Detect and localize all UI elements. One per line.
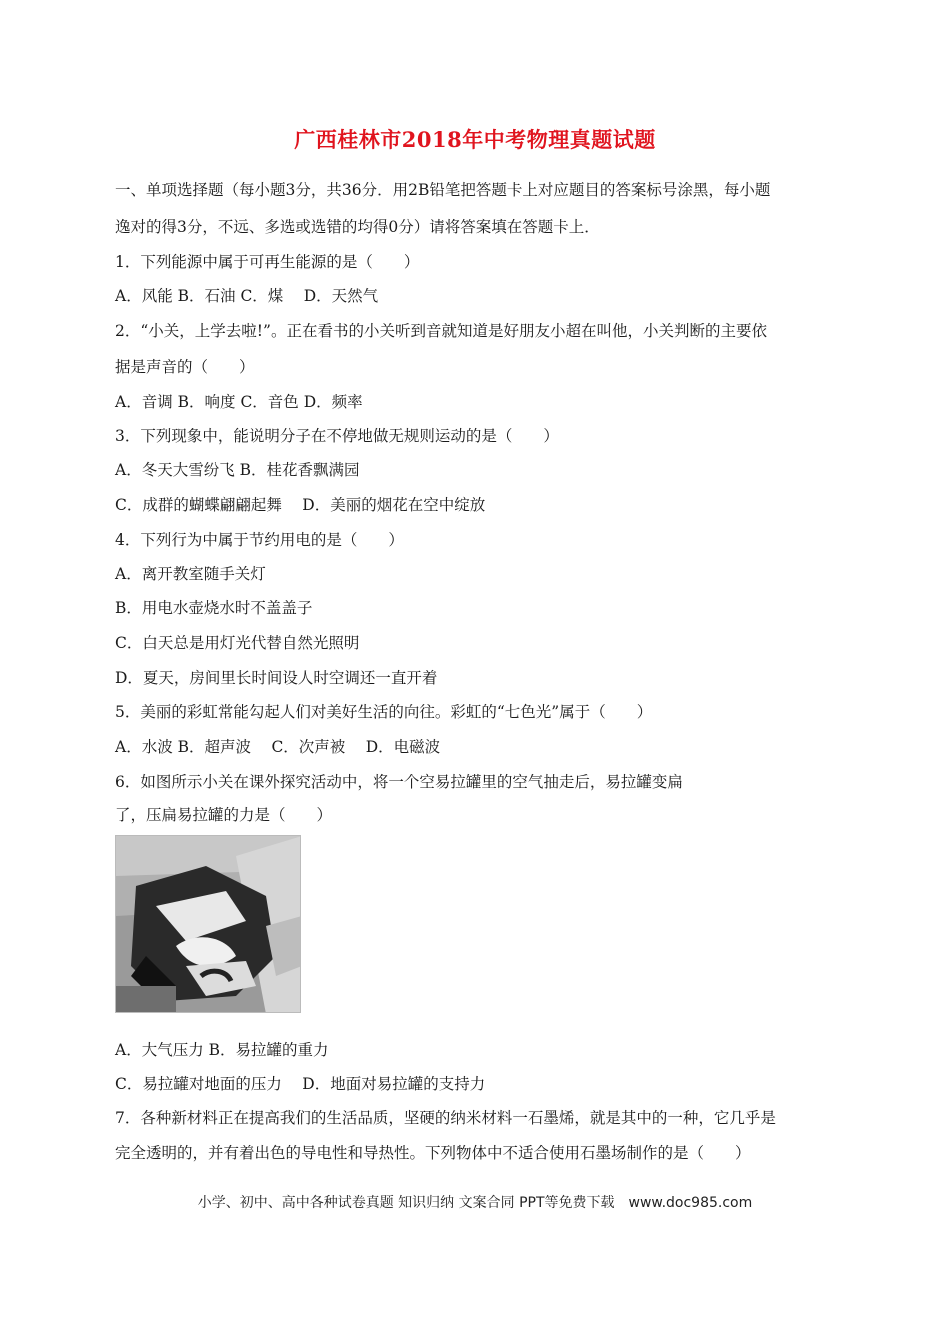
question-4-option-a: A．离开教室随手关灯 <box>115 565 266 583</box>
question-6-line-2: 了，压扁易拉罐的力是（ ） <box>115 806 333 824</box>
question-6-options-ab: A．大气压力 B．易拉罐的重力 <box>115 1041 329 1059</box>
page-title: 广西桂林市2018年中考物理真题试题 <box>294 127 656 152</box>
question-4-option-c: C．白天总是用灯光代替自然光照明 <box>115 634 360 652</box>
question-4: 4．下列行为中属于节约用电的是（ ） <box>115 531 404 549</box>
question-7-line-2: 完全透明的，并有着出色的导电性和导热性。下列物体中不适合使用石墨场制作的是（ ） <box>115 1144 751 1162</box>
section-instruction-line-2: 逸对的得3分，不远、多选或选错的均得0分）请将答案填在答题卡上． <box>115 218 600 236</box>
footer-text: 小学、初中、高中各种试卷真题 知识归纳 文案合同 PPT等免费下载 www.doc985.com <box>197 1195 753 1211</box>
question-7-line-1: 7．各种新材料正在提高我们的生活品质，坚硬的纳米材料一石墨烯，就是其中的一种，它几乎是 <box>115 1109 776 1127</box>
question-3-options-cd: C．成群的蝴蝶翩翩起舞 D．美丽的烟花在空中绽放 <box>115 496 486 514</box>
question-5: 5．美丽的彩虹常能勾起人们对美好生活的向往。彩虹的“七色光”属于（ ） <box>115 703 653 721</box>
question-2-line-1: 2．“小关，上学去啦!”。正在看书的小关听到音就知道是好朋友小超在叫他，小关判断的主要依 <box>115 322 767 340</box>
question-3: 3．下列现象中，能说明分子在不停地做无规则运动的是（ ） <box>115 427 559 445</box>
question-4-option-d: D．夏天，房间里长时间设人时空调还一直开着 <box>115 669 438 687</box>
question-1: 1．下列能源中属于可再生能源的是（ ） <box>115 253 420 271</box>
question-6-line-1: 6．如图所示小关在课外探究活动中，将一个空易拉罐里的空气抽走后，易拉罐变扁 <box>115 773 683 791</box>
question-6-options-cd: C．易拉罐对地面的压力 D．地面对易拉罐的支持力 <box>115 1075 486 1093</box>
question-3-options-ab: A．冬天大雪纷飞 B．桂花香飘满园 <box>115 461 360 479</box>
question-4-option-b: B．用电水壶烧水时不盖盖子 <box>115 599 313 617</box>
question-2-options: A．音调 B．响度 C．音色 D．频率 <box>115 393 363 411</box>
question-1-options: A．风能 B．石油 C．煤 D．天然气 <box>115 287 379 305</box>
question-5-options: A．水波 B．超声波 C．次声被 D．电磁波 <box>115 738 441 756</box>
question-2-line-2: 据是声音的（ ） <box>115 358 255 376</box>
crushed-can-photo <box>115 835 301 1013</box>
section-instruction-line-1: 一、单项选择题（每小题3分，共36分．用2B铅笔把答题卡上对应题目的答案标号涂黑，每小题 <box>115 181 771 199</box>
